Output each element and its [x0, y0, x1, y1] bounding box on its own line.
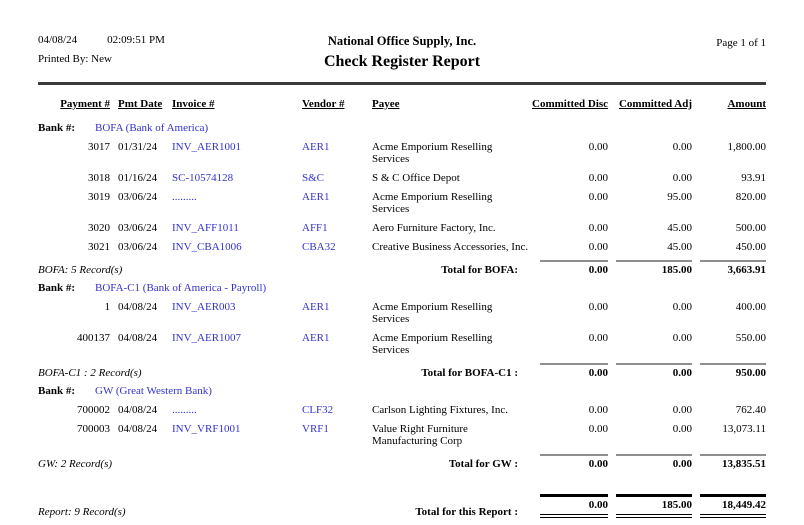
- bank-total-label: Total for BOFA-C1 :: [421, 367, 518, 379]
- table-row: [38, 423, 766, 447]
- committed-adj-cell: 0.00: [672, 172, 692, 184]
- bank-name-link[interactable]: BOFA (Bank of America): [95, 122, 209, 134]
- payee-cell: Acme Emporium Reselling Services: [372, 301, 493, 325]
- column-header-pmt-date: Pmt Date: [118, 98, 163, 110]
- invoice-number-link[interactable]: INV_AER003: [172, 301, 236, 313]
- bank-total-committed-disc: 0.00: [540, 260, 608, 276]
- vendor-number-link[interactable]: AER1: [302, 191, 330, 203]
- table-row: [38, 241, 766, 253]
- payment-number-cell: 700003: [77, 423, 110, 435]
- pmt-date-cell: 04/08/24: [118, 423, 158, 435]
- vendor-number-link[interactable]: AFF1: [302, 222, 328, 234]
- amount-cell: 450.00: [735, 241, 766, 253]
- vendor-number-link[interactable]: CLF32: [302, 404, 334, 416]
- amount-cell: 762.40: [735, 404, 766, 416]
- amount-cell: 13,073.11: [722, 423, 766, 435]
- bank-record-count: BOFA-C1 : 2 Record(s): [38, 367, 142, 379]
- pmt-date-cell: 03/06/24: [118, 241, 158, 253]
- committed-disc-cell: 0.00: [588, 222, 608, 234]
- invoice-number-link[interactable]: .........: [172, 191, 197, 203]
- committed-adj-cell: 0.00: [672, 332, 692, 344]
- committed-adj-cell: 0.00: [672, 423, 692, 435]
- column-header-amount: Amount: [727, 98, 766, 110]
- table-row: [38, 404, 766, 416]
- report-total-committed-adj: 185.00: [616, 494, 692, 518]
- invoice-number-link[interactable]: SC-10574128: [172, 172, 234, 184]
- vendor-number-link[interactable]: VRF1: [302, 423, 329, 435]
- vendor-number-link[interactable]: S&C: [302, 172, 325, 184]
- table-row: [38, 301, 766, 325]
- column-header-payment: Payment #: [60, 98, 110, 110]
- committed-disc-cell: 0.00: [588, 332, 608, 344]
- bank-total-committed-adj: 185.00: [616, 260, 692, 276]
- column-header-committed-disc: Committed Disc: [532, 98, 609, 110]
- column-header-vendor: Vendor #: [302, 98, 345, 110]
- column-header-row: [38, 98, 766, 110]
- bank-section-header: [38, 122, 766, 134]
- invoice-number-link[interactable]: INV_AER1001: [172, 141, 242, 153]
- bank-number-label: Bank #:: [38, 122, 75, 134]
- header-center: [248, 34, 556, 71]
- report-total-row: [38, 494, 766, 518]
- pmt-date-cell: 01/31/24: [118, 141, 158, 153]
- committed-disc-cell: 0.00: [588, 423, 608, 435]
- report-total-amount: 18,449.42: [700, 494, 766, 518]
- report-header: [38, 34, 766, 71]
- committed-adj-cell: 95.00: [667, 191, 692, 203]
- bank-number-label: Bank #:: [38, 385, 75, 397]
- company-name: National Office Supply, Inc.: [327, 34, 477, 48]
- report-record-count: Report: 9 Record(s): [38, 506, 126, 518]
- bank-record-count: GW: 2 Record(s): [38, 458, 113, 470]
- bank-total-label: Total for BOFA:: [441, 264, 518, 276]
- header-left: [38, 34, 248, 65]
- payee-cell: S & C Office Depot: [372, 172, 460, 184]
- page-number: Page 1 of 1: [716, 37, 766, 49]
- committed-disc-cell: 0.00: [588, 301, 608, 313]
- committed-adj-cell: 45.00: [667, 222, 692, 234]
- payee-cell: Creative Business Accessories, Inc.: [372, 241, 529, 253]
- pmt-date-cell: 04/08/24: [118, 301, 158, 313]
- vendor-number-link[interactable]: AER1: [302, 301, 330, 313]
- pmt-date-cell: 04/08/24: [118, 332, 158, 344]
- table-row: [38, 222, 766, 234]
- printed-by: Printed By: New: [38, 53, 112, 65]
- committed-disc-cell: 0.00: [588, 241, 608, 253]
- print-date: 04/08/24: [38, 34, 78, 46]
- amount-cell: 400.00: [735, 301, 766, 313]
- table-row: [38, 332, 766, 356]
- payee-cell: Value Right Furniture Manufacturing Corp: [372, 423, 468, 447]
- bank-total-row: [38, 260, 766, 276]
- payment-number-cell: 3019: [88, 191, 110, 203]
- bank-total-label: Total for GW :: [448, 458, 518, 470]
- committed-adj-cell: 45.00: [667, 241, 692, 253]
- header-divider: [38, 82, 766, 85]
- table-row: [38, 172, 766, 184]
- report-total-label: Total for this Report :: [415, 506, 518, 518]
- committed-adj-cell: 0.00: [672, 404, 692, 416]
- bank-name-link[interactable]: GW (Great Western Bank): [95, 385, 212, 397]
- column-header-invoice: Invoice #: [172, 98, 215, 110]
- payment-number-cell: 3021: [88, 241, 110, 253]
- payment-number-cell: 3020: [88, 222, 110, 234]
- pmt-date-cell: 03/06/24: [118, 222, 158, 234]
- committed-disc-cell: 0.00: [588, 172, 608, 184]
- amount-cell: 93.91: [741, 172, 766, 184]
- amount-cell: 820.00: [735, 191, 766, 203]
- column-header-committed-adj: Committed Adj: [618, 98, 692, 110]
- report-total-committed-disc: 0.00: [540, 494, 608, 518]
- payee-cell: Acme Emporium Reselling Services: [372, 332, 493, 356]
- bank-total-amount: 3,663.91: [700, 260, 766, 276]
- bank-record-count: BOFA: 5 Record(s): [38, 264, 123, 276]
- bank-total-committed-adj: 0.00: [616, 363, 692, 379]
- report-body: [38, 122, 766, 470]
- pmt-date-cell: 03/06/24: [118, 191, 158, 203]
- payee-cell: Acme Emporium Reselling Services: [372, 141, 493, 165]
- invoice-number-link[interactable]: INV_AFF1011: [172, 222, 239, 234]
- invoice-number-link[interactable]: INV_AER1007: [172, 332, 242, 344]
- bank-total-row: [38, 454, 766, 470]
- payment-number-cell: 400137: [77, 332, 110, 344]
- table-row: [38, 191, 766, 215]
- payment-number-cell: 3017: [88, 141, 110, 153]
- payee-cell: Carlson Lighting Fixtures, Inc.: [372, 404, 508, 416]
- invoice-number-link[interactable]: .........: [172, 404, 197, 416]
- payment-number-cell: 3018: [88, 172, 110, 184]
- payee-cell: Aero Furniture Factory, Inc.: [372, 222, 496, 234]
- pmt-date-cell: 01/16/24: [118, 172, 158, 184]
- bank-total-committed-adj: 0.00: [616, 454, 692, 470]
- bank-total-committed-disc: 0.00: [540, 363, 608, 379]
- bank-total-row: [38, 363, 766, 379]
- pmt-date-cell: 04/08/24: [118, 404, 158, 416]
- bank-number-label: Bank #:: [38, 282, 75, 294]
- bank-total-amount: 13,835.51: [700, 454, 766, 470]
- vendor-number-link[interactable]: AER1: [302, 141, 330, 153]
- invoice-number-link[interactable]: INV_VRF1001: [172, 423, 241, 435]
- bank-section-header: [38, 385, 766, 397]
- payment-number-cell: 1: [104, 301, 110, 313]
- committed-disc-cell: 0.00: [588, 404, 608, 416]
- payment-number-cell: 700002: [77, 404, 110, 416]
- invoice-number-link[interactable]: INV_CBA1006: [172, 241, 242, 253]
- bank-total-committed-disc: 0.00: [540, 454, 608, 470]
- column-header-payee: Payee: [372, 98, 400, 110]
- committed-disc-cell: 0.00: [588, 141, 608, 153]
- committed-disc-cell: 0.00: [588, 191, 608, 203]
- amount-cell: 550.00: [735, 332, 766, 344]
- amount-cell: 500.00: [735, 222, 766, 234]
- bank-section-header: [38, 282, 766, 294]
- bank-total-amount: 950.00: [700, 363, 766, 379]
- amount-cell: 1,800.00: [727, 141, 766, 153]
- bank-name-link[interactable]: BOFA-C1 (Bank of America - Payroll): [95, 282, 267, 294]
- vendor-number-link[interactable]: AER1: [302, 332, 330, 344]
- committed-adj-cell: 0.00: [672, 141, 692, 153]
- vendor-number-link[interactable]: CBA32: [302, 241, 336, 253]
- page-title: Check Register Report: [323, 53, 481, 70]
- payee-cell: Acme Emporium Reselling Services: [372, 191, 493, 215]
- print-time: 02:09:51 PM: [107, 34, 165, 46]
- table-row: [38, 141, 766, 165]
- committed-adj-cell: 0.00: [672, 301, 692, 313]
